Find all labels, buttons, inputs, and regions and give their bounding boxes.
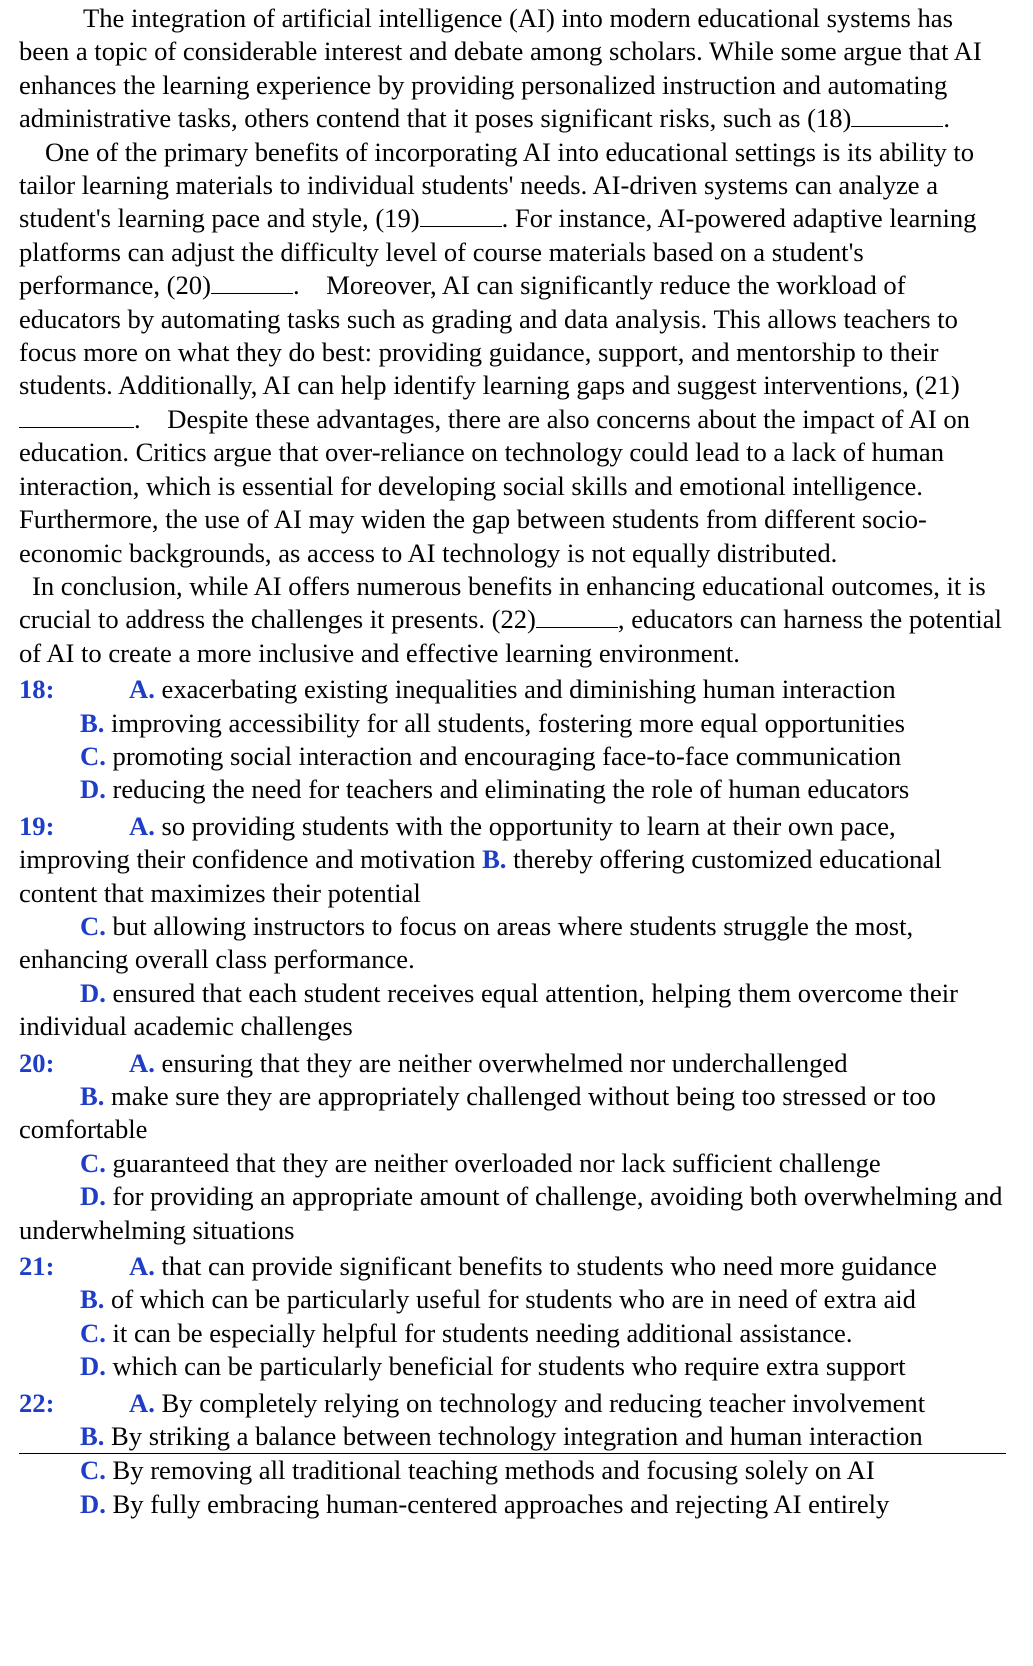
question-21 — [19, 1250, 1006, 1384]
paragraph-2-text-b: . For instance, AI-powered adaptive learning platforms can adjust the difficulty level of course materials based on a student's performance, (20) — [19, 203, 977, 301]
option-19-c[interactable] — [19, 910, 1006, 977]
option-text: ensured that each student receives equal attention, helping them overcome their individual academic challenges — [19, 977, 959, 1042]
option-18-b[interactable] — [19, 707, 1006, 740]
option-letter: B. — [80, 707, 105, 738]
option-22-c[interactable] — [19, 1454, 1006, 1487]
option-letter: D. — [80, 1488, 106, 1519]
question-19 — [19, 810, 1006, 1044]
option-letter: A. — [129, 674, 155, 705]
option-letter: C. — [80, 1147, 106, 1178]
question-20 — [19, 1047, 1006, 1247]
option-letter: C. — [80, 910, 106, 941]
option-21-c[interactable] — [19, 1317, 1006, 1350]
option-letter: D. — [80, 774, 106, 805]
question-number: 21: — [19, 1251, 55, 1282]
option-letter: C. — [80, 740, 106, 771]
option-letter: B. — [80, 1081, 105, 1111]
option-text: promoting social interaction and encouraging face-to-face communication — [112, 740, 902, 771]
option-letter: A. — [129, 1251, 155, 1282]
blank-20[interactable] — [211, 273, 293, 294]
paragraph-2-text-d: . Despite these advantages, there are also concerns about the impact of AI on education. Critics argue that over-reliance on technology could lead to a lack of human interaction, which is essential for developing social skills and emotional intelligence. Furthermore, the use of AI may widen the gap between students from different socio-economic backgrounds, as access to AI technology is not equally distributed. — [19, 403, 977, 568]
option-letter: D. — [80, 977, 106, 1008]
option-21-d[interactable] — [19, 1350, 1006, 1383]
option-18-d[interactable] — [19, 773, 1006, 806]
option-text: which can be particularly beneficial for students who require extra support — [112, 1351, 906, 1382]
passage — [19, 2, 1006, 670]
option-text: ensuring that they are neither overwhelmed nor underchallenged — [161, 1047, 848, 1078]
paragraph-3 — [19, 570, 1006, 670]
option-20-a[interactable] — [19, 1047, 1006, 1080]
blank-19[interactable] — [420, 206, 502, 227]
option-text: reducing the need for teachers and eliminating the role of human educators — [112, 774, 910, 805]
paragraph-2-text-c: . Moreover, AI can significantly reduce the workload of educators by automating tasks such as grading and data analysis. This allows teachers to focus more on what they do best: providing guidance, support, and mentorship to their students. Additionally, AI can help identify learning gaps and suggest interventions, (21) — [19, 270, 965, 401]
option-text: By removing all traditional teaching methods and focusing solely on AI — [112, 1455, 875, 1486]
option-text: for providing an appropriate amount of challenge, avoiding both overwhelming and underwhelming situations — [19, 1181, 1003, 1245]
option-letter: D. — [80, 1181, 106, 1212]
option-22-d[interactable] — [19, 1488, 1006, 1521]
option-22-a[interactable] — [19, 1387, 1006, 1420]
option-text: By striking a balance between technology integration and human interaction — [111, 1421, 923, 1452]
option-18-a[interactable] — [19, 673, 1006, 706]
question-number: 18: — [19, 674, 55, 705]
option-21-b[interactable] — [19, 1283, 1006, 1316]
paragraph-1-text: The integration of artificial intelligence (AI) into modern educational systems has been a topic of considerable interest and debate among scholars. While some argue that AI enhances the learning experience by providing personalized instruction and automating administrative tasks, others contend that it poses significant risks, such as (18) — [19, 3, 982, 134]
option-text: exacerbating existing inequalities and diminishing human interaction — [161, 674, 896, 705]
option-21-a[interactable] — [19, 1250, 1006, 1283]
option-text: guaranteed that they are neither overloaded nor lack sufficient challenge — [112, 1147, 881, 1178]
option-letter: A. — [129, 1047, 155, 1078]
option-19-a-b[interactable] — [19, 810, 1006, 910]
question-number: 19: — [19, 810, 55, 841]
option-text: By fully embracing human-centered approaches and rejecting AI entirely — [112, 1488, 890, 1519]
paragraph-2-text-a: One of the primary benefits of incorporating AI into educational settings is its ability to tailor learning materials to individual students' needs. AI-driven systems can analyze a student's learning pace and style, (19) — [19, 136, 975, 234]
question-number: 20: — [19, 1047, 55, 1078]
paragraph-1 — [19, 2, 1006, 136]
option-text: make sure they are appropriately challenged without being too stressed or too comfortable — [19, 1081, 936, 1145]
paragraph-3-text-b: , educators can harness the potential of AI to create a more inclusive and effective learning environment. — [19, 604, 1002, 668]
blank-18[interactable] — [851, 106, 943, 127]
option-text: of which can be particularly useful for students who are in need of extra aid — [111, 1284, 916, 1315]
option-letter: A. — [129, 1387, 155, 1418]
option-20-c[interactable] — [19, 1147, 1006, 1180]
option-letter: C. — [80, 1317, 106, 1348]
option-text: it can be especially helpful for students needing additional assistance. — [112, 1317, 853, 1348]
option-letter: A. — [129, 810, 155, 841]
question-22 — [19, 1387, 1006, 1522]
option-text: thereby offering customized educational content that maximizes their potential — [19, 844, 942, 908]
option-18-c[interactable] — [19, 740, 1006, 773]
option-letter: D. — [80, 1351, 106, 1382]
option-letter: B. — [80, 1421, 105, 1452]
option-letter: B. — [482, 844, 507, 875]
option-22-b[interactable] — [19, 1420, 1006, 1453]
blank-22[interactable] — [536, 607, 618, 628]
option-20-d[interactable] — [19, 1180, 1006, 1247]
blank-21[interactable] — [19, 407, 134, 428]
option-text: By completely relying on technology and reducing teacher involvement — [161, 1387, 926, 1418]
option-letter: C. — [80, 1455, 106, 1486]
option-letter: B. — [80, 1284, 105, 1315]
option-20-b[interactable] — [19, 1080, 1006, 1147]
question-18 — [19, 673, 1006, 807]
option-text: but allowing instructors to focus on areas where students struggle the most, enhancing overall class performance. — [19, 910, 914, 975]
option-19-d[interactable] — [19, 977, 1006, 1044]
paragraph-3-text-a: In conclusion, while AI offers numerous benefits in enhancing educational outcomes, it is crucial to address the challenges it presents. (22) — [19, 570, 986, 635]
option-text: that can provide significant benefits to students who need more guidance — [161, 1251, 937, 1282]
paragraph-1-end: . — [943, 103, 951, 134]
option-text: so providing students with the opportunity to learn at their own pace, improving their confidence and motivation — [19, 810, 896, 875]
paragraph-2 — [19, 136, 1006, 570]
question-number: 22: — [19, 1387, 55, 1418]
option-text: improving accessibility for all students, fostering more equal opportunities — [111, 707, 906, 738]
